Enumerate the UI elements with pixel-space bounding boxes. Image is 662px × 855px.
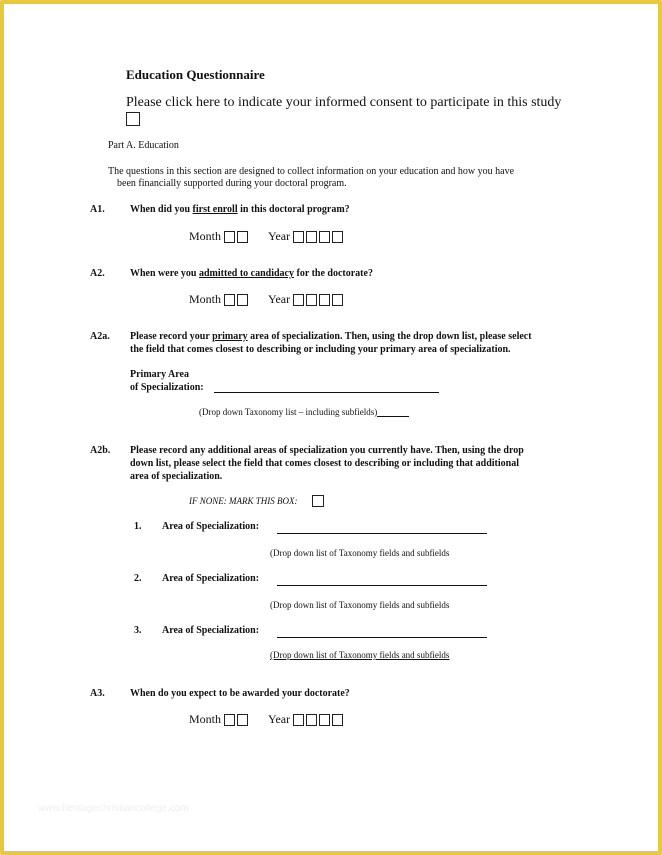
a1-year-box[interactable] (293, 231, 304, 243)
a2-month-box[interactable] (224, 294, 235, 306)
a2a-dropdown-line (377, 407, 409, 417)
a1-text-pre: When did you (130, 204, 193, 215)
document-title: Education Questionnaire (126, 67, 265, 82)
a2-month-boxes (224, 292, 250, 307)
question-number-a2a: A2a. (90, 331, 110, 342)
a1-month-box[interactable] (224, 231, 235, 243)
question-text-a1 (130, 203, 350, 216)
question-text-a3: When do you expect to be awarded your doctorate? (130, 688, 350, 699)
a2b-item-1-dropdown[interactable]: (Drop down list of Taxonomy fields and subfields (270, 548, 450, 558)
a2a-field-label (130, 368, 204, 394)
a3-year-box[interactable] (319, 714, 330, 726)
a2-year-box[interactable] (319, 294, 330, 306)
a2b-item-3-input[interactable] (277, 625, 487, 638)
a2b-text-line-2: down list, please select the field that comes closest to describing or including that additional (130, 458, 519, 469)
consent-text[interactable]: Please click here to indicate your informed consent to participate in this study (126, 95, 562, 110)
a1-month-box[interactable] (237, 231, 248, 243)
question-text-a2a (130, 330, 532, 356)
a2a-field-label-1: Primary Area (130, 369, 189, 380)
a3-date-entry (189, 711, 345, 727)
a2b-none-checkbox[interactable] (312, 495, 324, 507)
a1-text-underlined: first enroll (192, 204, 238, 215)
a3-year-box[interactable] (293, 714, 304, 726)
a2b-item-2-dropdown[interactable]: (Drop down list of Taxonomy fields and subfields (270, 600, 450, 610)
a2b-item-number: 1. (134, 521, 142, 532)
a2a-text-pre: Please record your (130, 331, 213, 342)
a3-month-label: Month (189, 711, 222, 726)
a3-month-box[interactable] (237, 714, 248, 726)
a2b-if-none-label: IF NONE: MARK THIS BOX: (189, 496, 298, 506)
a2-year-box[interactable] (306, 294, 317, 306)
a2a-text-post: area of specialization. Then, using the drop down list, please select (247, 331, 532, 342)
watermark: www.heritagechristiancollege.com (38, 803, 189, 814)
a2-year-box[interactable] (293, 294, 304, 306)
a2a-text-underlined: primary (212, 331, 248, 342)
a1-year-boxes (293, 229, 345, 244)
a2b-text-line-3: area of specialization. (130, 471, 223, 482)
a2a-dropdown-note[interactable] (199, 407, 409, 417)
a2b-item-label: Area of Specialization: (162, 521, 260, 532)
a1-year-box[interactable] (319, 231, 330, 243)
intro-line-2: been financially supported during your doctoral program. (117, 178, 347, 189)
a1-date-entry (189, 228, 345, 244)
a2-month-box[interactable] (237, 294, 248, 306)
section-intro (108, 166, 568, 190)
question-number-a1: A1. (90, 204, 105, 215)
a2b-item-2-input[interactable] (277, 573, 487, 586)
intro-line-1: The questions in this section are designed to collect information on your education and how you have (108, 166, 515, 177)
a2b-item-label: Area of Specialization: (162, 573, 260, 584)
a1-year-box[interactable] (306, 231, 317, 243)
a1-year-box[interactable] (332, 231, 343, 243)
a2a-field-label-2: of Specialization: (130, 382, 204, 393)
a3-year-box[interactable] (332, 714, 343, 726)
a1-month-label: Month (189, 228, 222, 243)
a2b-item-number: 3. (134, 625, 142, 636)
a2-year-boxes (293, 292, 345, 307)
question-number-a2: A2. (90, 268, 105, 279)
a1-month-boxes (224, 229, 250, 244)
consent-checkbox[interactable] (126, 112, 140, 126)
a1-year-label: Year (268, 228, 291, 243)
a2b-item-3-dropdown[interactable]: (Drop down list of Taxonomy fields and subfields (270, 650, 450, 660)
question-number-a3: A3. (90, 688, 105, 699)
a2-year-label: Year (268, 291, 291, 306)
a3-year-boxes (293, 712, 345, 727)
question-text-a2 (130, 267, 373, 280)
a2-text-post: for the doctorate? (293, 268, 373, 279)
a1-text-post: in this doctoral program? (237, 204, 350, 215)
a3-year-label: Year (268, 711, 291, 726)
a2-text-underlined: admitted to candidacy (198, 268, 294, 279)
a3-month-box[interactable] (224, 714, 235, 726)
a2b-item-label: Area of Specialization: (162, 625, 260, 636)
a2a-primary-area-input[interactable] (214, 380, 439, 393)
a2-text-pre: When were you (130, 268, 199, 279)
a2-date-entry (189, 291, 345, 307)
a2b-item-1-input[interactable] (277, 521, 487, 534)
a2b-item-number: 2. (134, 573, 142, 584)
question-number-a2b: A2b. (90, 445, 111, 456)
a2a-text-line-2: the field that comes closest to describing or including your primary area of specialization. (130, 344, 511, 355)
a3-year-box[interactable] (306, 714, 317, 726)
a2b-text-line-1: Please record any additional areas of specialization you currently have. Then, using the drop (130, 445, 524, 456)
a2a-dropdown-text: (Drop down Taxonomy list – including subfields) (199, 407, 378, 417)
a3-month-boxes (224, 712, 250, 727)
a2-year-box[interactable] (332, 294, 343, 306)
question-text-a2b (130, 444, 524, 483)
a2-month-label: Month (189, 291, 222, 306)
part-heading: Part A. Education (108, 140, 179, 151)
